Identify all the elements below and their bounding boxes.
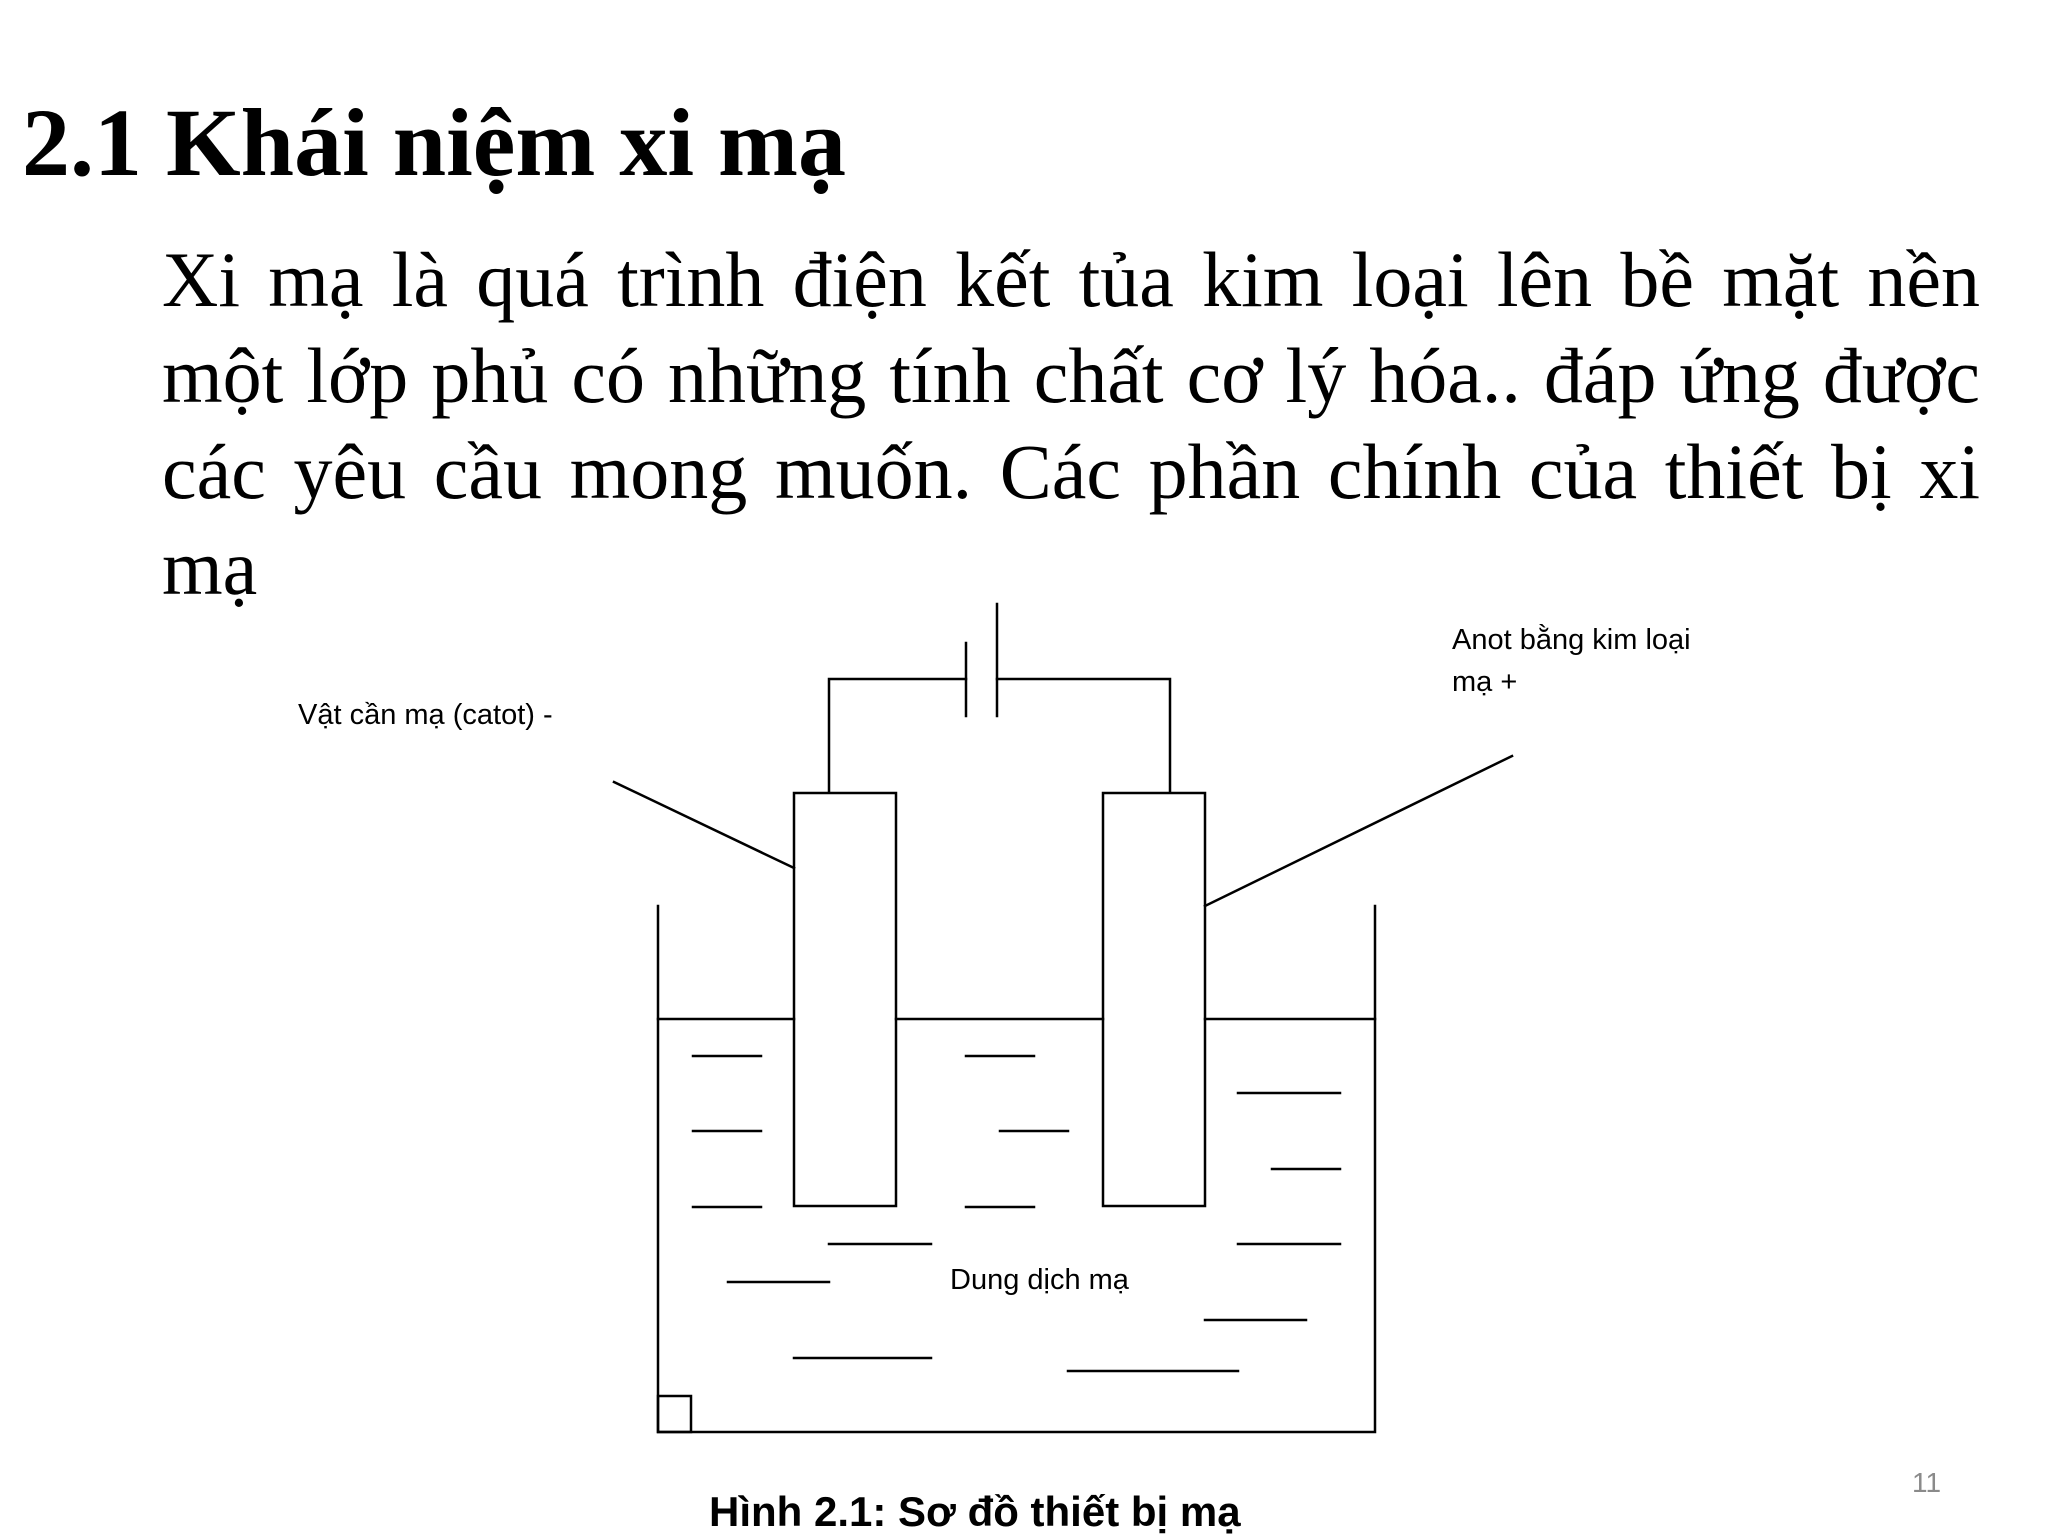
anode-label-line1: Anot bằng kim loại bbox=[1452, 624, 1691, 656]
body-paragraph: Xi mạ là quá trình điện kết tủa kim loại lên bề mặt nền một lớp phủ có những tính chất cơ lý hóa.. đáp ứng được các yêu cầu mong muốn. Các phần chính của thiết bị xi mạ bbox=[162, 236, 1980, 611]
anode-leader-line bbox=[1205, 756, 1512, 906]
plating-tank bbox=[658, 906, 1375, 1432]
tank-corner-mark bbox=[658, 1396, 691, 1432]
cathode-label: Vật cần mạ (catot) - bbox=[298, 699, 553, 731]
cathode-leader-line bbox=[614, 782, 794, 868]
anode-label bbox=[1452, 619, 1691, 703]
cathode-electrode bbox=[794, 793, 896, 1206]
page-number: 11 bbox=[1912, 1467, 1942, 1498]
wire-right bbox=[997, 679, 1170, 792]
wire-left bbox=[829, 679, 966, 792]
anode-electrode bbox=[1103, 793, 1205, 1206]
solution-dashes bbox=[693, 1056, 1340, 1371]
anode-label-line2: mạ + bbox=[1452, 666, 1518, 698]
figure-caption: Hình 2.1: Sơ đồ thiết bị mạ bbox=[709, 1488, 1241, 1535]
solution-label: Dung dịch mạ bbox=[950, 1264, 1129, 1296]
slide-title: 2.1 Khái niệm xi mạ bbox=[22, 89, 847, 196]
